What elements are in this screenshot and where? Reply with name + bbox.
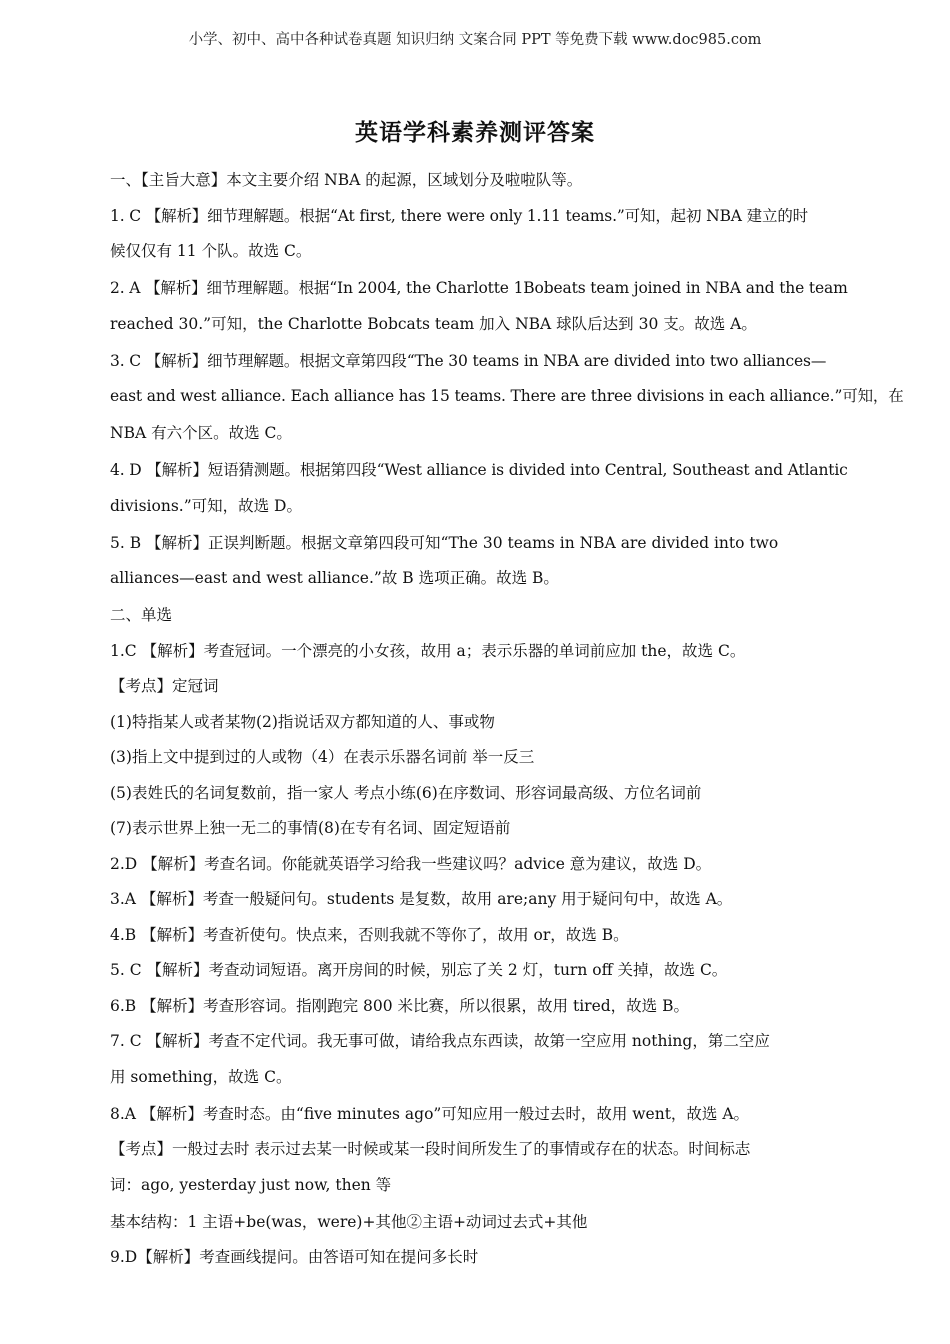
text-line: reached 30.”可知，the Charlotte Bobcats team 加入 NBA 球队后达到 30 支。故选 A。: [110, 314, 757, 333]
text-line: 【考点】一般过去时 表示过去某一时候或某一段时间所发生了的事情或存在的状态。时间标志: [110, 1140, 751, 1158]
text-line: 4.B 【解析】考查祈使句。快点来，否则我就不等你了，故用 or，故选 B。: [110, 925, 629, 944]
text-line: 3.A 【解析】考查一般疑问句。students 是复数，故用 are;any 用于疑问句中，故选 A。: [110, 890, 733, 908]
document-title: 英语学科素养测评答案: [355, 119, 595, 146]
text-line: 基本结构：1 主语+be(was，were)+其他②主语+动词过去式+其他: [110, 1212, 588, 1231]
text-line: (5)表姓氏的名词复数前，指一家人 考点小练(6)在序数词、形容词最高级、方位名词前: [110, 783, 702, 802]
text-line: (7)表示世界上独一无二的事情(8)在专有名词、固定短语前: [110, 819, 511, 837]
text-line: (1)特指某人或者某物(2)指说话双方都知道的人、事或物: [110, 712, 495, 731]
text-line: NBA 有六个区。故选 C。: [110, 424, 292, 442]
text-line: 4. D 【解析】短语猜测题。根据第四段“West alliance is divided into Central, Southeast and Atlantic: [110, 461, 848, 479]
section-heading: 二、单选: [110, 606, 173, 624]
text-line: 9.D【解析】考查画线提问。由答语可知在提问多长时: [110, 1248, 479, 1266]
text-line: 7. C 【解析】考查不定代词。我无事可做，请给我点东西读，故第一空应用 nothing，第二空应: [110, 1032, 770, 1050]
text-line: 3. C 【解析】细节理解题。根据文章第四段“The 30 teams in NBA are divided into two alliances—: [110, 351, 827, 370]
text-line: 2. A 【解析】细节理解题。根据“In 2004, the Charlotte 1Bobeats team joined in NBA and the team: [110, 279, 848, 297]
text-line: 一、【主旨大意】本文主要介绍 NBA 的起源，区域划分及啦啦队等。: [110, 171, 583, 189]
text-line: 1. C 【解析】细节理解题。根据“At first, there were only 1.11 teams.”可知，起初 NBA 建立的时: [110, 206, 809, 225]
text-line: 用 something，故选 C。: [110, 1067, 292, 1086]
text-line: east and west alliance. Each alliance has 15 teams. There are three divisions in each alliance.”可知，在: [110, 387, 904, 405]
text-line: 1.C 【解析】考查冠词。一个漂亮的小女孩，故用 a；表示乐器的单词前应加 the，故选 C。: [110, 641, 746, 660]
text-line: (3)指上文中提到过的人或物（4）在表示乐器名词前 举一反三: [110, 748, 535, 766]
text-line: 5. C 【解析】考查动词短语。离开房间的时候，别忘了关 2 灯，turn off 关掉，故选 C。: [110, 961, 728, 979]
text-line: alliances—east and west alliance.”故 B 选项正确。故选 B。: [110, 569, 559, 587]
text-line: 候仅仅有 11 个队。故选 C。: [110, 242, 312, 260]
text-line: 5. B 【解析】正误判断题。根据文章第四段可知“The 30 teams in NBA are divided into two: [110, 533, 779, 552]
text-line: divisions.”可知，故选 D。: [110, 496, 302, 515]
text-line: 词：ago, yesterday just now, then 等: [110, 1175, 392, 1194]
text-line: 【考点】定冠词: [110, 677, 219, 695]
page-header: 小学、初中、高中各种试卷真题 知识归纳 文案合同 PPT 等免费下载 www.doc985.com: [188, 32, 762, 48]
text-line: 6.B 【解析】考查形容词。指刚跑完 800 米比赛，所以很累，故用 tired，故选 B。: [110, 996, 689, 1015]
text-line: 2.D 【解析】考查名词。你能就英语学习给我一些建议吗？advice 意为建议，故选 D。: [110, 854, 712, 873]
text-line: 8.A 【解析】考查时态。由“five minutes ago”可知应用一般过去时，故用 went，故选 A。: [110, 1104, 750, 1123]
answer-content: [110, 168, 904, 1281]
